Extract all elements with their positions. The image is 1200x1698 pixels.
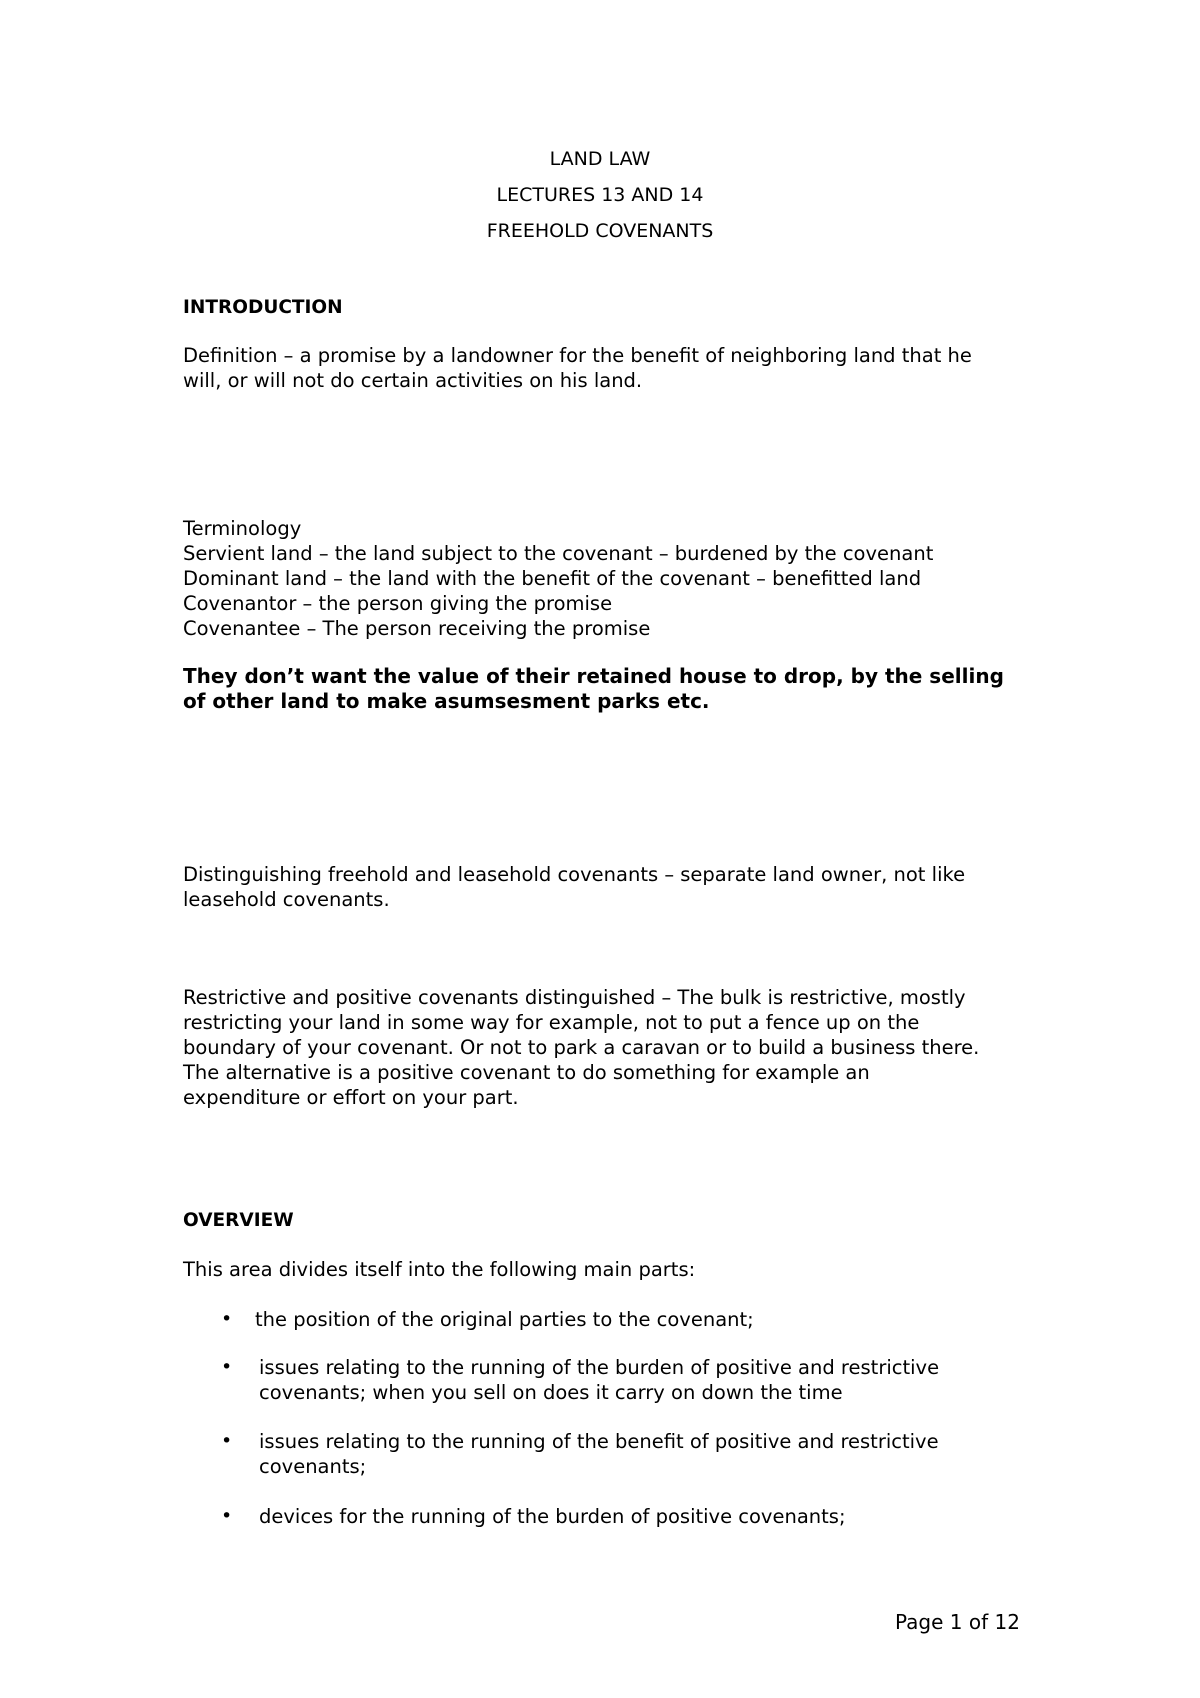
introduction-heading: INTRODUCTION bbox=[183, 297, 343, 318]
text-line: Covenantee – The person receiving the promise bbox=[183, 617, 651, 640]
bullet-icon: • bbox=[221, 1356, 233, 1378]
document-subtitle-topic: FREEHOLD COVENANTS bbox=[486, 220, 714, 242]
page-number: Page 1 of 12 bbox=[895, 1610, 1020, 1634]
restrictive-paragraph bbox=[183, 985, 1043, 1110]
bold-note-paragraph bbox=[183, 664, 1043, 714]
text-line: Dominant land – the land with the benefit of the covenant – benefitted land bbox=[183, 567, 922, 590]
text-line: They don’t want the value of their retained house to drop, by the selling bbox=[183, 664, 1004, 688]
bullet-icon: • bbox=[221, 1505, 233, 1527]
text-line: devices for the running of the burden of positive covenants; bbox=[259, 1505, 846, 1528]
text-line: Definition – a promise by a landowner for the benefit of neighboring land that he bbox=[183, 344, 972, 367]
text-line: Covenantor – the person giving the promise bbox=[183, 592, 613, 615]
text-line: expenditure or effort on your part. bbox=[183, 1086, 519, 1109]
text-line: Distinguishing freehold and leasehold covenants – separate land owner, not like bbox=[183, 863, 966, 886]
text-line: leasehold covenants. bbox=[183, 888, 390, 911]
text-line: issues relating to the running of the burden of positive and restrictive bbox=[259, 1356, 940, 1379]
text-line: of other land to make asumsesment parks etc. bbox=[183, 689, 710, 713]
text-line: issues relating to the running of the benefit of positive and restrictive bbox=[259, 1430, 939, 1453]
text-line: Restrictive and positive covenants distinguished – The bulk is restrictive, mostly bbox=[183, 986, 966, 1009]
overview-intro: This area divides itself into the following main parts: bbox=[183, 1258, 696, 1281]
text-line: Servient land – the land subject to the covenant – burdened by the covenant bbox=[183, 542, 934, 565]
text-line: covenants; when you sell on does it carry on down the time bbox=[259, 1381, 843, 1404]
terminology-paragraph bbox=[183, 516, 1043, 641]
text-line: The alternative is a positive covenant to do something for example an bbox=[183, 1061, 870, 1084]
text-line: will, or will not do certain activities on his land. bbox=[183, 369, 643, 392]
text-line: covenants; bbox=[259, 1455, 367, 1478]
document-title: LAND LAW bbox=[549, 148, 651, 170]
terminology-label: Terminology bbox=[183, 517, 302, 540]
document-subtitle-lectures: LECTURES 13 AND 14 bbox=[496, 184, 704, 206]
text-line: restricting your land in some way for example, not to put a fence up on the bbox=[183, 1011, 920, 1034]
overview-heading: OVERVIEW bbox=[183, 1210, 294, 1231]
bullet-icon: • bbox=[221, 1430, 233, 1452]
definition-paragraph bbox=[183, 343, 1043, 393]
text-line: boundary of your covenant. Or not to park a caravan or to build a business there. bbox=[183, 1036, 980, 1059]
bullet-icon: • bbox=[221, 1308, 233, 1330]
distinguishing-paragraph bbox=[183, 862, 1043, 912]
text-line: the position of the original parties to the covenant; bbox=[255, 1308, 754, 1331]
